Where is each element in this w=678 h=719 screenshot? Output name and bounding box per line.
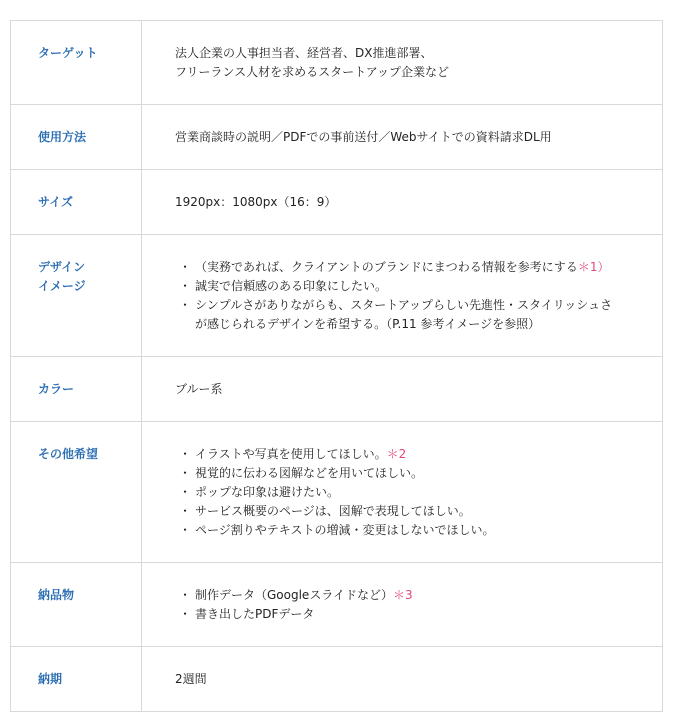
table-row-deadline bbox=[11, 647, 663, 712]
spec-table bbox=[10, 20, 663, 712]
bullet-text: 制作データ（Googleスライドなど） bbox=[195, 588, 393, 602]
value-cell bbox=[142, 235, 663, 357]
label-cell bbox=[11, 170, 142, 235]
table-row-deliverables bbox=[11, 563, 663, 647]
bullet-dot: ・ bbox=[179, 504, 192, 518]
bullet-text: 誠実で信頼感のある印象にしたい。 bbox=[195, 279, 388, 293]
target-line-2: フリーランス人材を求めるスタートアップ企業など bbox=[175, 65, 449, 79]
table-row-other-requests bbox=[11, 422, 663, 563]
deadline-text: 2週間 bbox=[175, 672, 207, 686]
row-label-deliverables: 納品物 bbox=[38, 588, 75, 602]
table-row-color bbox=[11, 357, 663, 422]
target-line-1: 法人企業の人事担当者、経営者、DX推進部署、 bbox=[175, 46, 433, 60]
bullet-text: ポップな印象は避けたい。 bbox=[195, 485, 340, 499]
value-cell bbox=[142, 105, 663, 170]
row-label-other: その他希望 bbox=[38, 447, 99, 461]
value-cell bbox=[142, 357, 663, 422]
bullet-dot: ・ bbox=[179, 447, 192, 461]
list-item bbox=[175, 296, 662, 334]
list-item bbox=[175, 605, 662, 624]
list-item bbox=[175, 502, 662, 521]
label-cell bbox=[11, 422, 142, 563]
bullet-text: 書き出したPDFデータ bbox=[195, 607, 315, 621]
bullet-text: （実務であれば、クライアントのブランドにまつわる情報を参考にする bbox=[195, 260, 578, 274]
bullet-dot: ・ bbox=[179, 260, 192, 274]
value-cell bbox=[142, 170, 663, 235]
row-label-size: サイズ bbox=[38, 195, 74, 209]
row-label-deadline: 納期 bbox=[38, 672, 63, 686]
table-row-design-image bbox=[11, 235, 663, 357]
bullet-dot: ・ bbox=[179, 298, 192, 312]
table-row-target bbox=[11, 21, 663, 105]
table-row-usage bbox=[11, 105, 663, 170]
note-marker: ＊1） bbox=[577, 260, 610, 274]
color-text: ブルー系 bbox=[175, 382, 223, 396]
list-item bbox=[175, 586, 662, 605]
bullet-text: サービス概要のページは、図解で表現してほしい。 bbox=[195, 504, 471, 518]
label-cell bbox=[11, 105, 142, 170]
label-cell bbox=[11, 21, 142, 105]
row-label-target: ターゲット bbox=[38, 46, 98, 60]
row-label-design-1: デザイン bbox=[38, 260, 86, 274]
list-item bbox=[175, 277, 662, 296]
bullet-text: シンプルさがありながらも、スタートアップらしい先進性・スタイリッシュさ bbox=[195, 298, 613, 312]
label-cell bbox=[11, 563, 142, 647]
bullet-dot: ・ bbox=[179, 466, 192, 480]
value-cell bbox=[142, 21, 663, 105]
label-cell bbox=[11, 357, 142, 422]
bullet-dot: ・ bbox=[179, 607, 192, 621]
label-cell bbox=[11, 647, 142, 712]
bullet-text: ページ割りやテキストの増減・変更はしないでほしい。 bbox=[195, 523, 495, 537]
table-row-size bbox=[11, 170, 663, 235]
list-item bbox=[175, 464, 662, 483]
list-item bbox=[175, 483, 662, 502]
deliverables-bullets bbox=[175, 586, 662, 624]
bullet-dot: ・ bbox=[179, 485, 192, 499]
bullet-text: イラストや写真を使用してほしい。 bbox=[195, 447, 387, 461]
bullet-dot: ・ bbox=[179, 279, 192, 293]
label-cell bbox=[11, 235, 142, 357]
row-label-usage: 使用方法 bbox=[38, 130, 87, 144]
value-cell bbox=[142, 422, 663, 563]
bullet-dot: ・ bbox=[179, 523, 192, 537]
list-item bbox=[175, 521, 662, 540]
list-item bbox=[175, 445, 662, 464]
note-marker: ＊3 bbox=[392, 588, 413, 602]
value-cell bbox=[142, 563, 663, 647]
note-marker: ＊2 bbox=[386, 447, 407, 461]
size-text: 1920px：1080px（16：9） bbox=[175, 195, 337, 209]
bullet-text: 視覚的に伝わる図解などを用いてほしい。 bbox=[195, 466, 424, 480]
design-bullets bbox=[175, 258, 662, 334]
other-bullets bbox=[175, 445, 662, 540]
usage-text: 営業商談時の説明／PDFでの事前送付／Webサイトでの資料請求DL用 bbox=[175, 130, 552, 144]
bullet-text-continued: が感じられるデザインを希望する。（P.11 参考イメージを参照） bbox=[195, 317, 541, 331]
list-item bbox=[175, 258, 662, 277]
value-cell bbox=[142, 647, 663, 712]
row-label-color: カラー bbox=[38, 382, 75, 396]
bullet-dot: ・ bbox=[179, 588, 192, 602]
row-label-design-2: イメージ bbox=[38, 279, 86, 293]
